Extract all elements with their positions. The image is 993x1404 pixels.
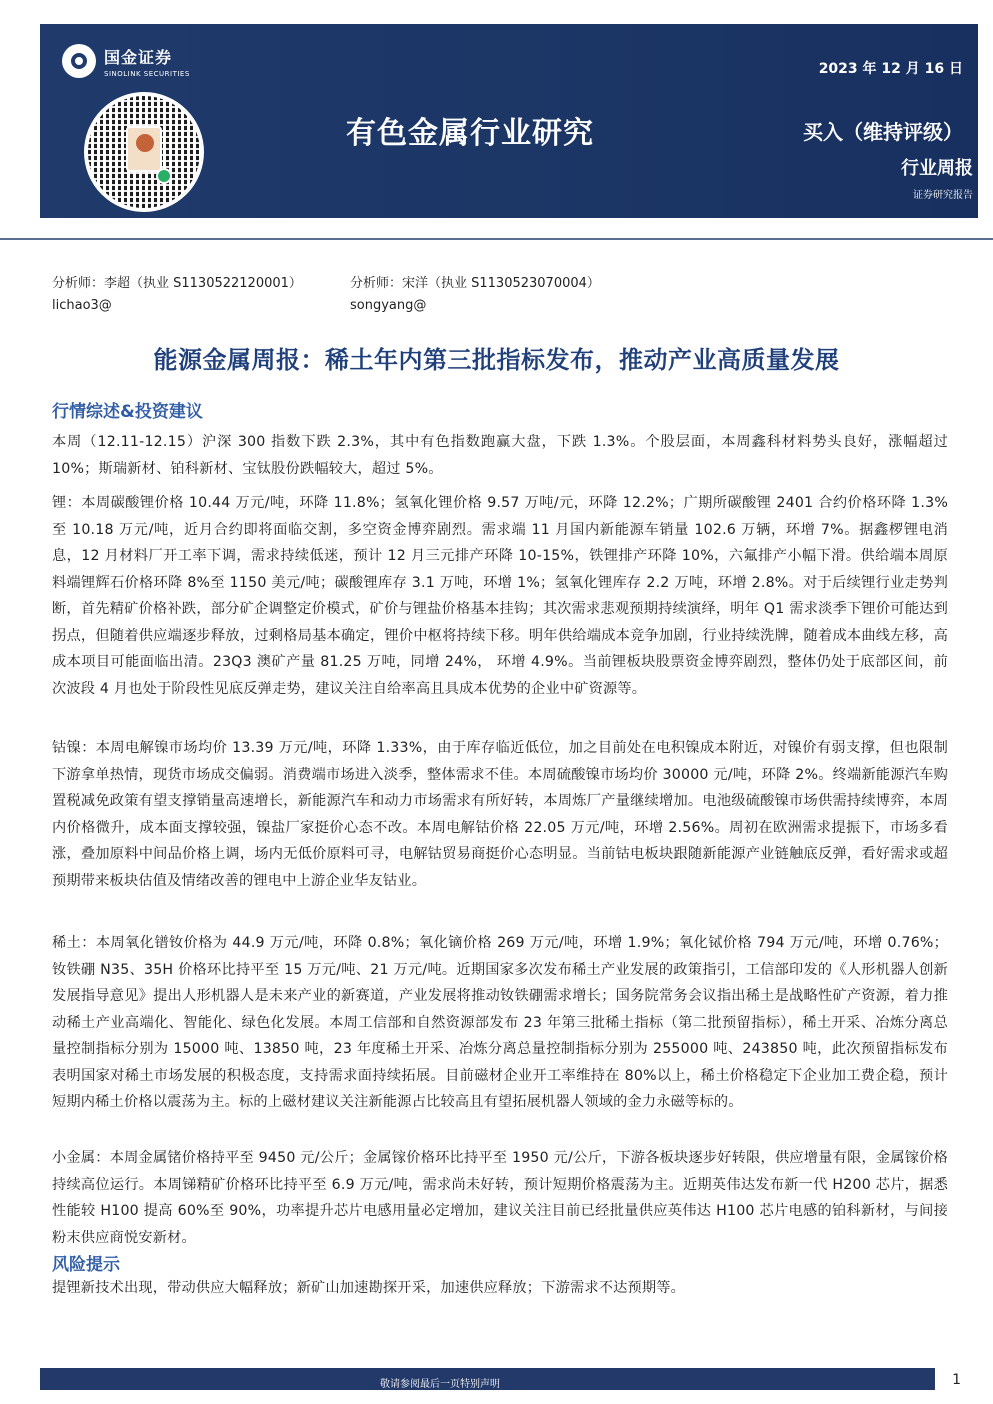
paragraph-minor-metals: 小金属：本周金属锗价格持平至 9450 元/公斤；金属镓价格环比持平至 1950 元/公斤，下游各板块逐步好转限，供应增量有限，金属镓价格持续高位运行。本周锑精矿价格环比持平至 6.9 万元/吨，需求尚未好转，预计短期价格震荡为主。近期英伟达发布新一代 H200 芯片，据悉性能较 H100 提高 60%至 90%，功率提升芯片电感用量必定增加，建议关注目前已经批量供应英伟达 H100 芯片电感的铂科新材，与间接粉末供应商悦安新材。: [52, 1150, 948, 1246]
paragraph-market: 本周（12.11-12.15）沪深 300 指数下跌 2.3%，其中有色指数跑赢大盘，下跌 1.3%。个股层面，本周鑫科材料势头良好，涨幅超过 10%；斯瑞新材、铂科新材、宝钛股份跌幅较大，超过 5%。: [52, 434, 948, 477]
paragraph-risk: 提锂新技术出现，带动供应大幅释放；新矿山加速勘探开采，加速供应释放；下游需求不达预期等。: [52, 1280, 686, 1296]
section-heading-overview: 行情综述&投资建议: [52, 402, 203, 422]
section-heading-risk: 风险提示: [52, 1255, 120, 1275]
analyst-2-name: 分析师：宋洋（执业 S1130523070004）: [350, 276, 600, 291]
rating-label: 买入（维持评级）: [803, 120, 963, 144]
qr-code: [84, 92, 204, 212]
analyst-1-email[interactable]: lichao3@: [52, 298, 112, 313]
paragraph-cobalt-nickel: 钴镍：本周电解镍市场均价 13.39 万元/吨，环降 1.33%，由于库存临近低位，加之目前处在电积镍成本附近，对镍价有弱支撑，但也限制下游拿单热情，现货市场成交偏弱。消费端市场进入淡季，整体需求不佳。本周硫酸镍市场均价 30000 元/吨，环降 2%。终端新能源汽车购置税减免政策有望支撑销量高速增长，新能源汽车和动力市场需求有所好转，本周炼厂产量继续增加。电池级硫酸镍市场供需持续博弈，本周内价格微升，成本面支撑较强，镍盐厂家挺价心态不改。本周电解钴价格 22.05 万元/吨，环增 2.56%。周初在欧洲需求提振下，市场多看涨，叠加原料中间品价格上调，场内无低价原料可寻，电解钴贸易商挺价心态明显。当前钴电板块跟随新能源产业链触底反弹，看好需求或超预期带来板块估值及情绪改善的锂电中上游企业华友钴业。: [52, 740, 948, 889]
analyst-2-email[interactable]: songyang@: [350, 298, 427, 313]
analyst-1: [52, 273, 352, 317]
report-date: 2023 年 12 月 16 日: [818, 61, 963, 77]
analyst-2: [350, 273, 650, 317]
report-category-title: 有色金属行业研究: [346, 116, 594, 151]
footer-disclaimer: 敬请参阅最后一页特别声明: [380, 1379, 500, 1390]
header-divider: [0, 238, 993, 240]
qr-center-logo: [126, 126, 162, 172]
report-subtype: 证券研究报告: [913, 190, 973, 201]
report-title: 能源金属周报：稀土年内第三批指标发布，推动产业高质量发展: [153, 346, 840, 374]
paragraph-lithium: 锂：本周碳酸锂价格 10.44 万元/吨，环降 11.8%；氢氧化锂价格 9.57 万吨/元，环降 12.2%；广期所碳酸锂 2401 合约价格环降 1.3%至 10.18 万元/吨，近月合约即将面临交割，多空资金博弈剧烈。需求端 11 月国内新能源车销量 102.6 万辆，环增 7%。据鑫椤锂电消息，12 月材料厂开工率下调，需求持续低迷，预计 12 月三元排产环降 10-15%，铁锂排产环降 10%，六氟排产小幅下滑。供给端本周原料端锂辉石价格环降 8%至 1150 美元/吨；碳酸锂库存 3.1 万吨，环增 1%；氢氧化锂库存 2.2 万吨，环增 2.8%。对于后续锂行业走势判断，首先精矿价格补跌，部分矿企调整定价模式，矿价与锂盐价格基本挂钩；其次需求悲观预期持续演绎，明年 Q1 需求淡季下锂价可能达到拐点，但随着供应端逐步释放，过剩格局基本确定，锂价中枢将持续下移。明年供给端成本竞争加剧，行业持续洗牌，随着成本曲线左移，高成本项目可能面临出清。23Q3 澳矿产量 81.25 万吨，同增 24%， 环增 4.9%。当前锂板块股票资金博弈剧烈，整体仍处于底部区间，前次波段 4 月也处于阶段性见底反弹走势，建议关注自给率高且具成本优势的企业中矿资源等。: [52, 495, 948, 697]
logo-name-cn: 国金证券: [104, 47, 173, 67]
report-type: 行业周报: [901, 158, 973, 179]
company-logo: [62, 44, 190, 78]
page-number: 1: [952, 1372, 961, 1388]
analyst-1-name: 分析师：李超（执业 S1130522120001）: [52, 276, 302, 291]
logo-name-en: SINOLINK SECURITIES: [104, 69, 190, 78]
logo-mark-icon: [62, 44, 96, 78]
paragraph-rare-earth: 稀土：本周氧化镨钕价格为 44.9 万元/吨，环降 0.8%；氧化镝价格 269 万元/吨，环增 1.9%；氧化铽价格 794 万元/吨，环增 0.76%；钕铁硼 N35、35H 价格环比持平至 15 万元/吨、21 万元/吨。近期国家多次发布稀土产业发展的政策指引，工信部印发的《人形机器人创新发展指导意见》提出人形机器人是未来产业的新赛道，产业发展将推动钕铁硼需求增长；国务院常务会议指出稀土是战略性矿产资源，着力推动稀土产业高端化、智能化、绿色化发展。本周工信部和自然资源部发布 23 年第三批稀土指标（第二批预留指标），稀土开采、冶炼分离总量控制指标分别为 15000 吨、13850 吨，23 年度稀土开采、冶炼分离总量控制指标分别为 255000 吨、243850 吨，此次预留指标发布表明国家对稀土市场发展的积极态度，支持需求面持续拓展。目前磁材企业开工率维持在 80%以上，稀土价格稳定下企业加工费企稳，预计短期内稀土价格以震荡为主。标的上磁材建议关注新能源占比较高且有望拓展机器人领域的金力永磁等标的。: [52, 935, 948, 1110]
qr-badge-icon: [156, 168, 172, 184]
